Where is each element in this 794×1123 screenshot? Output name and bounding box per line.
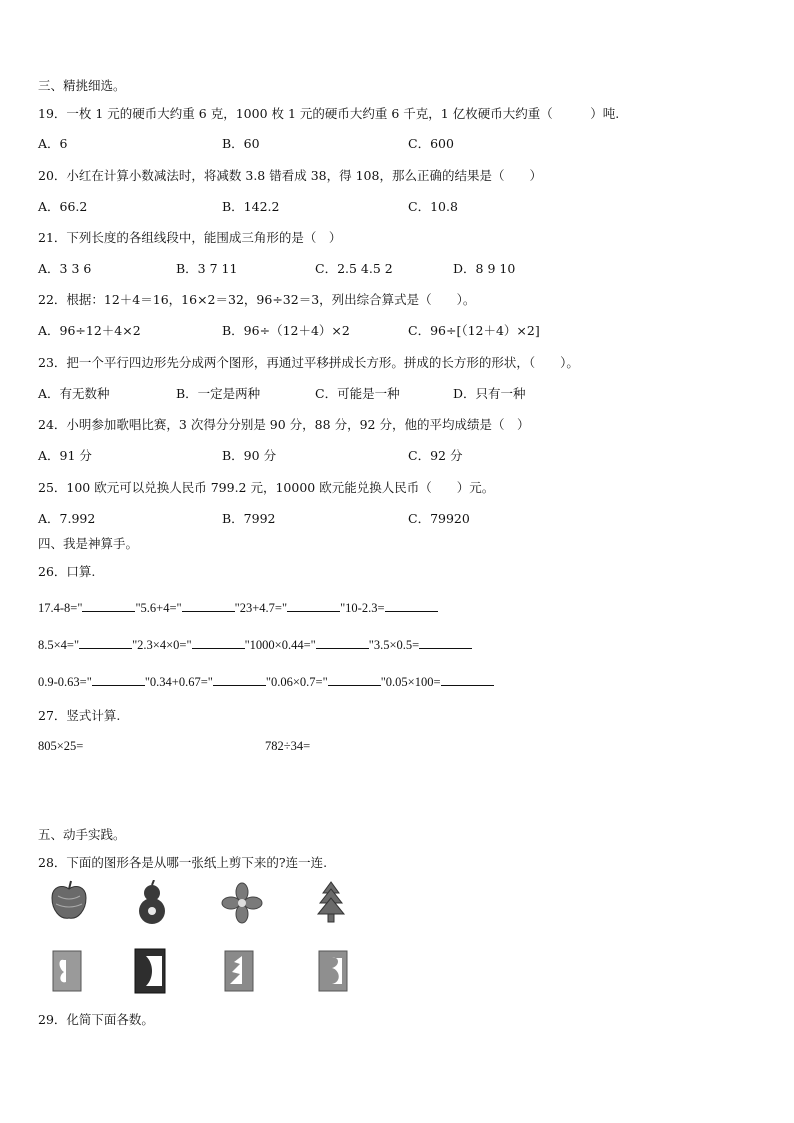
vertical-calc-2: 782÷34=	[265, 739, 311, 753]
expr-1-1: 17.4-8="	[38, 601, 83, 615]
apple-icon[interactable]	[48, 880, 90, 924]
paper-cutout-1[interactable]	[52, 950, 82, 992]
answer-blank[interactable]	[419, 636, 472, 649]
mental-math-row-2	[38, 636, 472, 653]
answer-blank[interactable]	[92, 673, 145, 686]
expr-1-4: "10-2.3=	[340, 601, 385, 615]
expr-3-4: "0.05×100=	[380, 675, 441, 689]
q22-option-a[interactable]: A．96÷12＋4×2	[38, 323, 141, 338]
paper-cutout-3[interactable]	[224, 950, 254, 992]
q25-option-c[interactable]: C．79920	[408, 511, 470, 526]
answer-blank[interactable]	[316, 636, 369, 649]
q24-option-a[interactable]: A．91 分	[38, 448, 92, 463]
q21-option-a[interactable]: A．3 3 6	[38, 261, 92, 276]
expr-2-1: 8.5×4="	[38, 638, 80, 652]
answer-blank[interactable]	[328, 673, 381, 686]
q23-option-b[interactable]: B．一定是两种	[176, 386, 261, 401]
q22-option-c[interactable]: C．96÷[（12＋4）×2]	[408, 323, 540, 338]
question-19: 19．一枚 1 元的硬币大约重 6 克，1000 枚 1 元的硬币大约重 6 千克，1 亿枚硬币大约重（ ）吨.	[38, 106, 620, 121]
question-23: 23．把一个平行四边形先分成两个图形，再通过平移拼成长方形。拼成的长方形的形状，（ ）。	[38, 355, 579, 370]
q25-option-b[interactable]: B．7992	[222, 511, 276, 526]
q21-option-c[interactable]: C．2.5 4.5 2	[315, 261, 393, 276]
q23-option-d[interactable]: D．只有一种	[453, 386, 526, 401]
q19-option-a[interactable]: A．6	[38, 136, 68, 151]
answer-blank[interactable]	[82, 599, 135, 612]
expr-1-3: "23+4.7="	[234, 601, 288, 615]
paper-cutout-2[interactable]	[134, 948, 166, 994]
expr-3-2: "0.34+0.67="	[144, 675, 213, 689]
q20-option-c[interactable]: C．10.8	[408, 199, 458, 214]
flower-icon[interactable]	[220, 882, 264, 924]
q21-option-b[interactable]: B．3 7 11	[176, 261, 238, 276]
q19-option-b[interactable]: B．60	[222, 136, 260, 151]
expr-1-2: "5.6+4="	[135, 601, 182, 615]
answer-blank[interactable]	[213, 673, 266, 686]
answer-blank[interactable]	[441, 673, 494, 686]
q23-option-a[interactable]: A．有无数种	[38, 386, 110, 401]
q22-option-b[interactable]: B．96÷（12＋4）×2	[222, 323, 350, 338]
question-22: 22．根据：12＋4＝16，16×2＝32，96÷32＝3，列出综合算式是（ ）。	[38, 292, 476, 307]
answer-blank[interactable]	[79, 636, 132, 649]
expr-2-4: "3.5×0.5=	[368, 638, 420, 652]
vertical-calc-1: 805×25=	[38, 739, 84, 753]
q20-option-b[interactable]: B．142.2	[222, 199, 280, 214]
section-4-title: 四、我是神算手。	[38, 536, 139, 551]
answer-blank[interactable]	[385, 599, 438, 612]
question-29: 29．化简下面各数。	[38, 1012, 154, 1027]
question-20: 20．小红在计算小数减法时，将减数 3.8 错看成 38，得 108，那么正确的结果是（ ）	[38, 168, 542, 183]
section-5-title: 五、动手实践。	[38, 827, 126, 842]
question-28: 28．下面的图形各是从哪一张纸上剪下来的?连一连.	[38, 855, 328, 870]
q24-option-b[interactable]: B．90 分	[222, 448, 277, 463]
question-27: 27．竖式计算.	[38, 708, 121, 723]
paper-cutout-4[interactable]	[318, 950, 348, 992]
question-25: 25．100 欧元可以兑换人民币 799.2 元，10000 欧元能兑换人民币（ ）元。	[38, 480, 495, 495]
question-24: 24．小明参加歌唱比赛，3 次得分分别是 90 分，88 分，92 分，他的平均成绩是（ ）	[38, 417, 530, 432]
answer-blank[interactable]	[182, 599, 235, 612]
expr-3-1: 0.9-0.63="	[38, 675, 92, 689]
answer-blank[interactable]	[192, 636, 245, 649]
expr-2-3: "1000×0.44="	[244, 638, 316, 652]
expr-2-2: "2.3×4×0="	[132, 638, 192, 652]
q20-option-a[interactable]: A．66.2	[38, 199, 88, 214]
q19-option-c[interactable]: C．600	[408, 136, 454, 151]
tree-icon[interactable]	[316, 880, 346, 926]
question-21: 21．下列长度的各组线段中，能围成三角形的是（ ）	[38, 230, 342, 245]
q21-option-d[interactable]: D．8 9 10	[453, 261, 516, 276]
gourd-icon[interactable]	[134, 880, 170, 926]
q24-option-c[interactable]: C．92 分	[408, 448, 463, 463]
mental-math-row-3	[38, 673, 494, 690]
q25-option-a[interactable]: A．7.992	[38, 511, 96, 526]
answer-blank[interactable]	[287, 599, 340, 612]
expr-3-3: "0.06×0.7="	[265, 675, 328, 689]
q23-option-c[interactable]: C．可能是一种	[315, 386, 400, 401]
question-26: 26．口算.	[38, 564, 96, 579]
mental-math-row-1	[38, 599, 438, 616]
section-3-title: 三、精挑细选。	[38, 78, 126, 93]
